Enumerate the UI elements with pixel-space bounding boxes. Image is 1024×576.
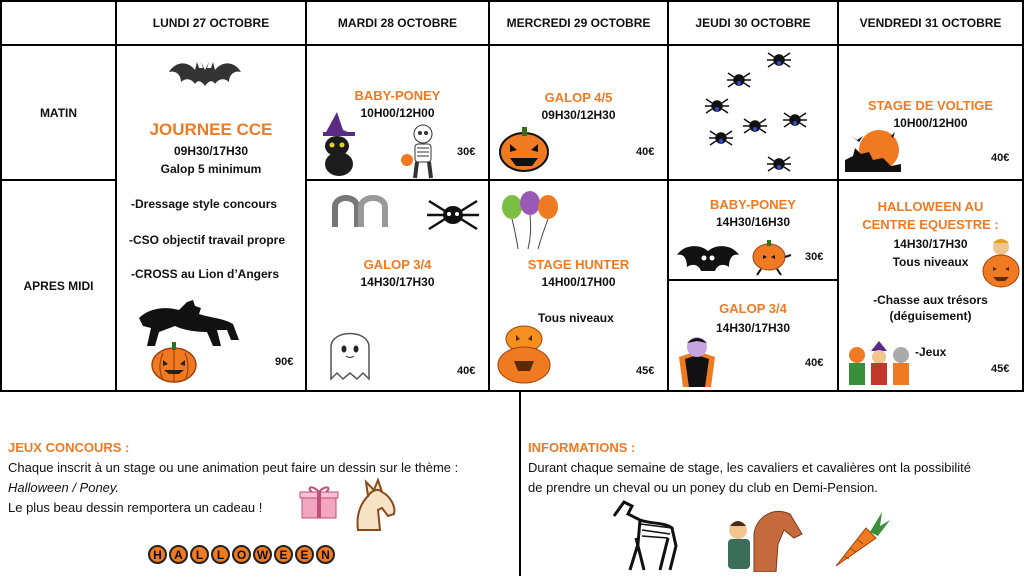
bat-icon	[167, 56, 243, 96]
contest-line3: Le plus beau dessin remportera un cadeau !	[8, 500, 263, 515]
day-header-thursday: JEUDI 30 OCTOBRE	[667, 0, 839, 46]
day-header-friday: VENDREDI 31 OCTOBRE	[837, 0, 1024, 46]
tuesday-pm-title: GALOP 3/4	[363, 257, 432, 272]
friday-pm-item-games: -Jeux	[915, 345, 947, 359]
friday-pm-title-line2: CENTRE EQUESTRE :	[862, 217, 999, 232]
spiders-icon	[697, 50, 817, 176]
running-pumpkin-icon	[749, 237, 793, 277]
tuesday-am-title: BABY-PONEY	[354, 88, 441, 103]
monday-price: 90€	[275, 356, 294, 368]
tuesday-pm-cell	[305, 179, 490, 392]
row-label-afternoon: APRES MIDI	[0, 179, 117, 392]
skeleton-icon	[399, 124, 443, 180]
thursday-pm1-price: 30€	[805, 251, 824, 263]
monday-item-cso: -CSO objectif travail propre	[129, 233, 286, 247]
friday-pm-item-costume: (déguisement)	[889, 309, 972, 323]
friday-pm-price: 45€	[991, 363, 1010, 375]
thursday-pm2-cell	[667, 279, 839, 392]
halloween-letter: O	[232, 545, 251, 564]
tuesday-am-time: 10H00/12H00	[360, 106, 435, 120]
wednesday-pm-title: STAGE HUNTER	[527, 257, 630, 272]
monday-item-cross: -CROSS au Lion d’Angers	[131, 267, 280, 281]
pumpkin-icon	[149, 340, 199, 384]
horseshoe-icon	[329, 189, 391, 229]
horse-head-drawing-icon	[348, 476, 400, 532]
halloween-letter: N	[316, 545, 335, 564]
bat-cartoon-icon	[675, 241, 741, 275]
halloween-balloons-icon	[498, 187, 564, 251]
halloween-letter: E	[274, 545, 293, 564]
vampire-kid-icon	[675, 333, 719, 389]
tuesday-am-cell	[305, 44, 490, 181]
halloween-letter: L	[211, 545, 230, 564]
tuesday-am-price: 30€	[457, 146, 476, 158]
haunted-moon-icon	[843, 126, 903, 172]
friday-am-title: STAGE DE VOLTIGE	[867, 98, 994, 113]
thursday-am-cell	[667, 44, 839, 181]
pumpkin-kid-icon	[979, 237, 1021, 289]
row-label-morning: MATIN	[0, 44, 117, 181]
pumpkin-stack-icon	[496, 321, 552, 385]
girl-with-horse-icon	[714, 504, 804, 572]
corner-cell	[0, 0, 117, 46]
monday-item-dressage: -Dressage style concours	[131, 197, 278, 211]
wednesday-pm-price: 45€	[636, 365, 655, 377]
contest-line1: Chaque inscrit à un stage ou une animation peut faire un dessin sur le thème :	[8, 460, 459, 475]
wednesday-pm-level: Tous niveaux	[538, 311, 614, 325]
contest-line2: Halloween / Poney.	[8, 480, 120, 495]
info-line2: de prendre un cheval ou un poney du club en Demi-Pension.	[528, 480, 878, 495]
friday-am-time: 10H00/12H00	[893, 116, 968, 130]
wednesday-am-price: 40€	[636, 146, 655, 158]
monday-level: Galop 5 minimum	[160, 162, 262, 176]
monday-title: JOURNEE CCE	[149, 120, 273, 139]
wednesday-am-cell	[488, 44, 669, 181]
spider-icon	[425, 197, 481, 231]
halloween-letter: L	[190, 545, 209, 564]
contest-title: JEUX CONCOURS :	[8, 440, 130, 455]
friday-pm-cell	[837, 179, 1024, 392]
thursday-pm1-cell	[667, 179, 839, 281]
friday-am-cell	[837, 44, 1024, 181]
horse-skeleton-icon	[610, 498, 686, 572]
day-header-monday: LUNDI 27 OCTOBRE	[115, 0, 307, 46]
thursday-pm1-title: BABY-PONEY	[710, 197, 796, 212]
thursday-pm2-price: 40€	[805, 357, 824, 369]
halloween-letters	[148, 545, 335, 564]
halloween-letter: W	[253, 545, 272, 564]
friday-am-price: 40€	[991, 152, 1010, 164]
tuesday-pm-price: 40€	[457, 365, 476, 377]
friday-pm-time: 14H30/17H30	[893, 237, 968, 251]
friday-pm-level: Tous niveaux	[892, 255, 969, 269]
ghost-icon	[321, 323, 379, 383]
monday-cell	[115, 44, 307, 392]
gift-icon	[298, 484, 340, 520]
wednesday-am-time: 09H30/12H30	[541, 108, 616, 122]
info-line1: Durant chaque semaine de stage, les cavaliers et cavalières ont la possibilité	[528, 460, 971, 475]
day-header-wednesday: MERCREDI 29 OCTOBRE	[488, 0, 669, 46]
monday-time: 09H30/17H30	[173, 144, 249, 158]
jack-o-lantern-icon	[498, 124, 550, 174]
wednesday-am-title: GALOP 4/5	[544, 90, 613, 105]
bottom-divider	[519, 392, 521, 576]
day-header-tuesday: MARDI 28 OCTOBRE	[305, 0, 490, 46]
tuesday-pm-time: 14H30/17H30	[360, 275, 435, 289]
info-title: INFORMATIONS :	[528, 440, 636, 455]
thursday-pm2-time: 14H30/17H30	[715, 321, 791, 335]
friday-pm-item-treasure: -Chasse aux trésors	[873, 293, 988, 307]
thursday-pm2-title: GALOP 3/4	[719, 301, 787, 316]
cat-witch-hat-icon	[317, 112, 359, 176]
costumed-kids-icon	[843, 341, 915, 387]
halloween-letter: H	[148, 545, 167, 564]
friday-pm-title-line1: HALLOWEEN AU	[877, 199, 984, 214]
wednesday-pm-time: 14H00/17H00	[541, 275, 616, 289]
halloween-letter: A	[169, 545, 188, 564]
halloween-letter: E	[295, 545, 314, 564]
wednesday-pm-cell	[488, 179, 669, 392]
thursday-pm1-time: 14H30/16H30	[715, 215, 791, 229]
carrot-icon	[830, 508, 892, 570]
